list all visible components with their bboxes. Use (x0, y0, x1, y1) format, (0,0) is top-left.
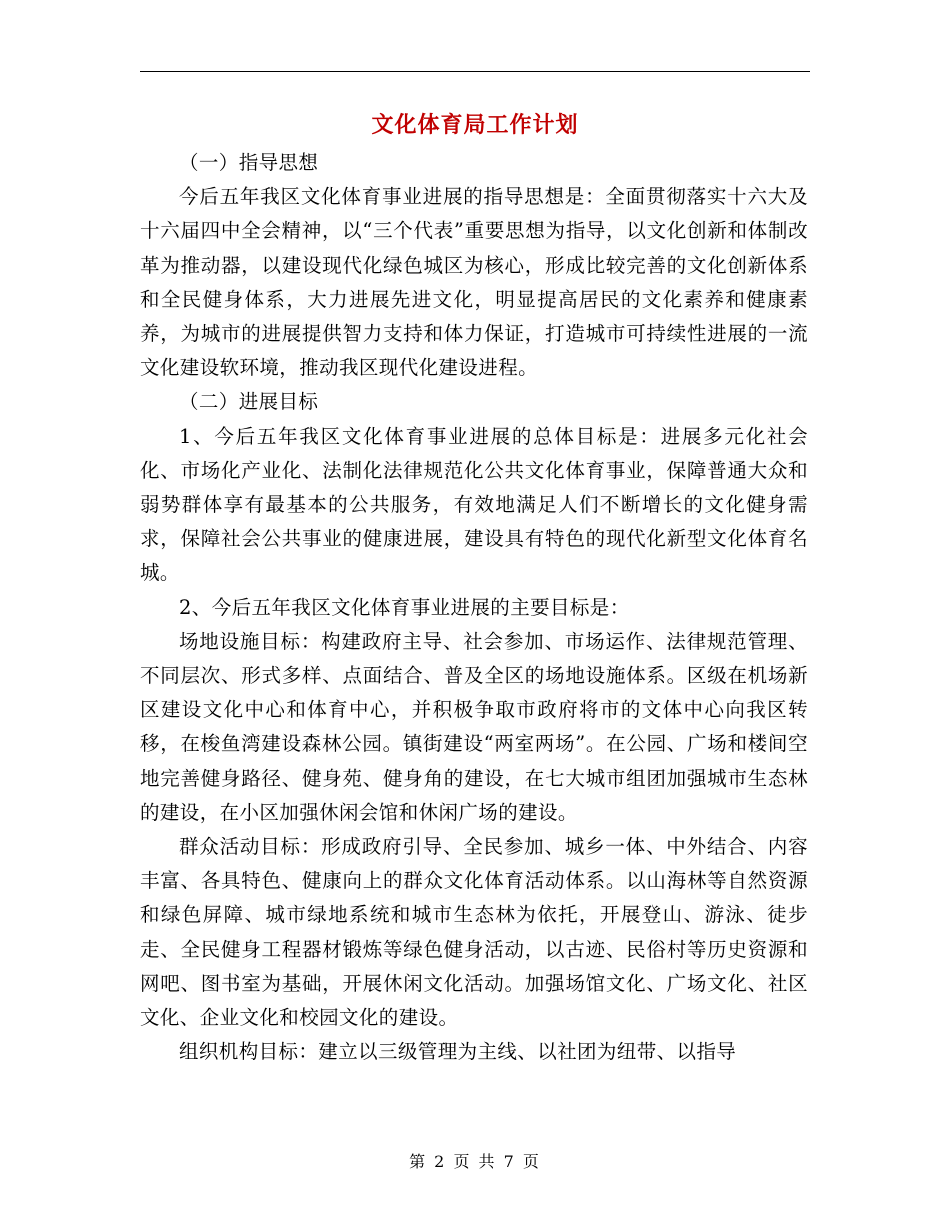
page-number: 第 2 页 共 7 页 (409, 1152, 541, 1171)
section-heading-guiding-thought: （一）指导思想 (179, 151, 319, 174)
paragraph-main-goals-intro: 2、今后五年我区文化体育事业进展的主要目标是： (179, 595, 630, 619)
section-heading-development-goals: （二）进展目标 (179, 390, 319, 414)
document-body (140, 146, 808, 1069)
header-rule (140, 71, 810, 72)
paragraph-guiding-thought: 今后五年我区文化体育事业进展的指导思想是：全面贯彻落实十六大及十六届四中全会精神，以“三个代表”重要思想为指导，以文化创新和体制改革为推动器，以建设现代化绿色城区为核心，形成比较完善的文化创新体系和全民健身体系，大力进展先进文化，明显提高居民的文化素养和健康素养，为城市的进展提供智力支持和体力保证，打造城市可持续性进展的一流文化建设软环境，推动我区现代化建设进程。 (140, 185, 808, 380)
paragraph-facility-goal: 场地设施目标：构建政府主导、社会参加、市场运作、法律规范管理、不同层次、形式多样、点面结合、普及全区的场地设施体系。区级在机场新区建设文化中心和体育中心，并积极争取市政府将市的文体中心向我区转移，在梭鱼湾建设森林公园。镇街建设“两室两场”。在公园、广场和楼间空地完善健身路径、健身苑、健身角的建设，在七大城市组团加强城市生态林的建设，在小区加强休闲会馆和休闲广场的建设。 (140, 629, 808, 824)
paragraph-organization-goal: 组织机构目标：建立以三级管理为主线、以社团为纽带、以指导 (179, 1040, 737, 1064)
paragraph-mass-activity-goal: 群众活动目标：形成政府引导、全民参加、城乡一体、中外结合、内容丰富、各具特色、健康向上的群众文化体育活动体系。以山海林等自然资源和绿色屏障、城市绿地系统和城市生态林为依托，开展登山、游泳、徒步走、全民健身工程器材锻炼等绿色健身活动，以古迹、民俗村等历史资源和网吧、图书室为基础，开展休闲文化活动。加强场馆文化、广场文化、社区文化、企业文化和校园文化的建设。 (140, 835, 808, 1030)
document-title: 文化体育局工作计划 (371, 113, 579, 138)
paragraph-overall-goal: 1、今后五年我区文化体育事业进展的总体目标是：进展多元化社会化、市场化产业化、法制化法律规范化公共文化体育事业，保障普通大众和弱势群体享有最基本的公共服务，有效地满足人们不断增长的文化健身需求，保障社会公共事业的健康进展，建设具有特色的现代化新型文化体育名城。 (140, 424, 808, 585)
